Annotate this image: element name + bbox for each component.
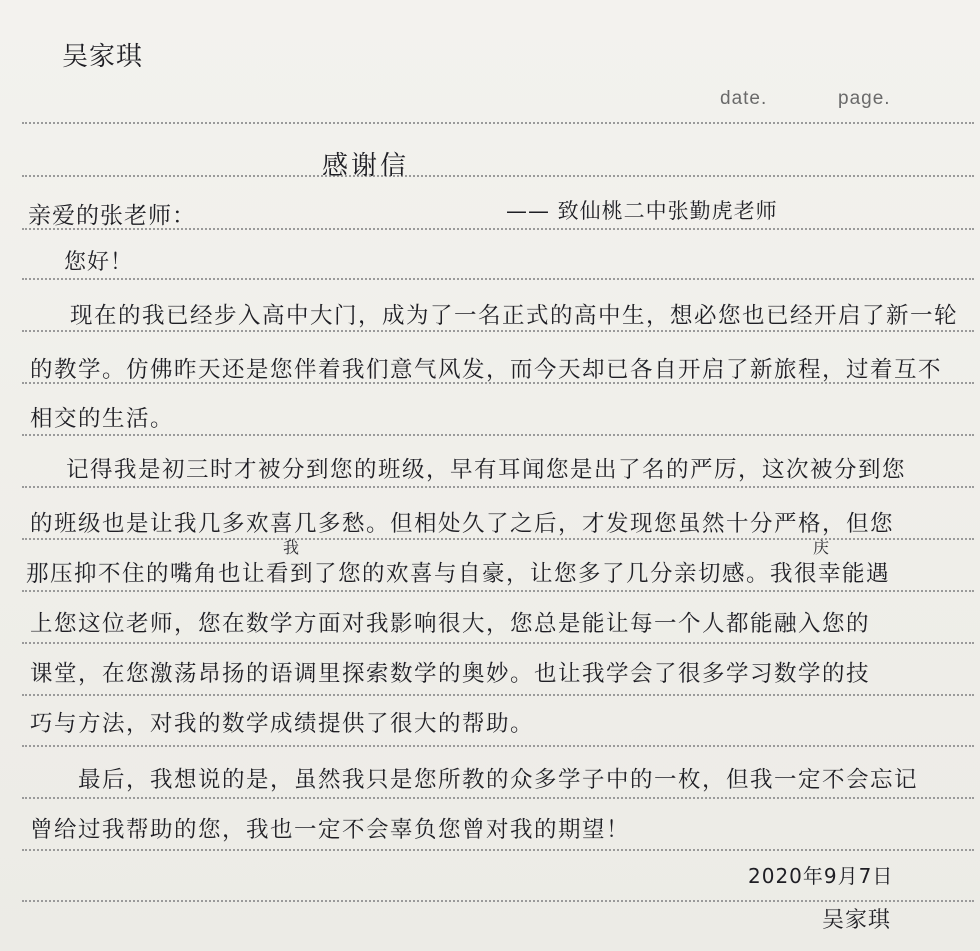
insertion-mark-wo: 我 [283, 538, 301, 557]
body-line: 上您这位老师，您在数学方面对我影响很大，您总是能让每一个人都能融入您的 [30, 611, 871, 637]
ruled-line [22, 694, 974, 696]
date-label: date. [720, 88, 768, 109]
body-line: 曾给过我帮助的您，我也一定不会辜负您曾对我的期望！ [30, 817, 631, 843]
insertion-mark-qing: 庆 [813, 538, 831, 557]
dedication: —— 致仙桃二中张勤虎老师 [506, 199, 778, 223]
body-line: 巧与方法，对我的数学成绩提供了很大的帮助。 [30, 711, 535, 737]
letter-title: 感谢信 [322, 151, 410, 181]
page-label: page. [838, 88, 891, 109]
ruled-line [22, 278, 974, 280]
ruled-line [22, 330, 974, 332]
ruled-line [22, 849, 974, 851]
signature: 吴家琪 [822, 908, 892, 933]
body-line: 最后，我想说的是，虽然我只是您所教的众多学子中的一枚，但我一定不会忘记 [78, 767, 919, 793]
ruled-line [22, 486, 974, 488]
body-line: 课堂，在您激荡昂扬的语调里探索数学的奥妙。也让我学会了很多学习数学的技 [30, 661, 871, 687]
letter-date: 2020年9月7日 [748, 864, 894, 888]
body-line: 的教学。仿佛昨天还是您伴着我们意气风发，而今天却已各自开启了新旅程，过着互不 [30, 357, 943, 383]
body-line: 记得我是初三时才被分到您的班级，早有耳闻您是出了名的严厉，这次被分到您 [66, 457, 907, 483]
ruled-line [22, 538, 974, 540]
ruled-line [22, 797, 974, 799]
ruled-line [22, 434, 974, 436]
ruled-line [22, 900, 974, 902]
body-line: 相交的生活。 [30, 406, 175, 432]
ruled-line [22, 590, 974, 592]
greeting: 您好！ [64, 250, 134, 275]
author-name-top: 吴家琪 [62, 42, 144, 72]
ruled-line [22, 745, 974, 747]
body-line: 现在的我已经步入高中大门，成为了一名正式的高中生，想必您也已经开启了新一轮 [70, 303, 959, 329]
body-line: 那压抑不住的嘴角也让看到了您的欢喜与自豪，让您多了几分亲切感。我很幸能遇 [26, 561, 891, 587]
salutation: 亲爱的张老师： [28, 203, 196, 229]
ruled-line [22, 175, 974, 177]
body-line: 的班级也是让我几多欢喜几多愁。但相处久了之后，才发现您虽然十分严格，但您 [30, 511, 895, 537]
ruled-line [22, 642, 974, 644]
ruled-line [22, 122, 974, 124]
